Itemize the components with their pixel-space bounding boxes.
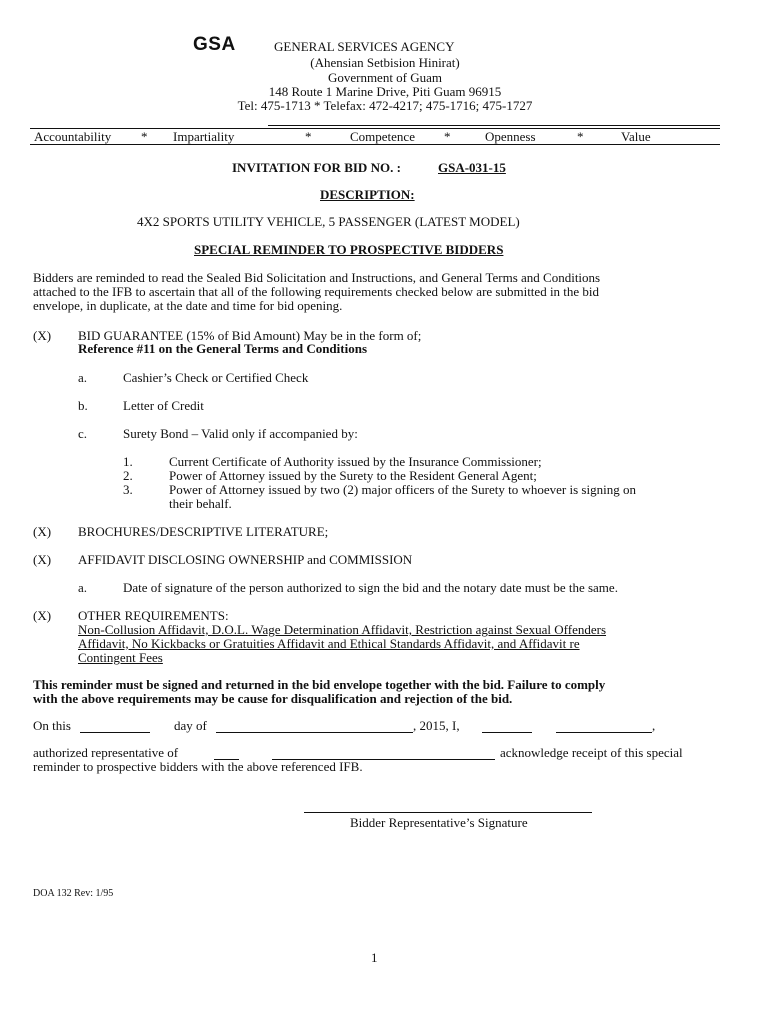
signature-line[interactable] (304, 812, 592, 813)
warning-line: This reminder must be signed and returned in the bid envelope together with the bid. Failure to comply (33, 677, 606, 692)
other-requirements-line: Affidavit, No Kickbacks or Gratuities Affidavit and Ethical Standards Affidavit, and Affidavit re (78, 636, 580, 651)
other-requirements-line: Contingent Fees (78, 650, 163, 665)
surety-item-continuation: their behalf. (169, 496, 232, 511)
signature-label: Bidder Representative’s Signature (350, 815, 528, 830)
option-letter: c. (78, 426, 88, 441)
check-mark: (X) (33, 524, 52, 539)
reminder-heading: SPECIAL REMINDER TO PROSPECTIVE BIDDERS (194, 242, 504, 257)
reminder-line: reminder to prospective bidders with the above referenced IFB. (33, 759, 363, 774)
month-field[interactable] (216, 720, 413, 738)
affidavit-requirement: AFFIDAVIT DISCLOSING OWNERSHIP and COMMISSION (78, 552, 413, 567)
intro-line: envelope, in duplicate, at the date and time for bid opening. (33, 298, 343, 313)
brochures-requirement: BROCHURES/DESCRIPTIVE LITERATURE; (78, 524, 329, 539)
guarantee-title: BID GUARANTEE (15% of Bid Amount) May be in the form of; (78, 328, 422, 343)
invitation-number: GSA-031-15 (438, 160, 506, 175)
intro-line: Bidders are reminded to read the Sealed Bid Solicitation and Instructions, and General Terms and Conditions (33, 270, 601, 285)
invitation-label: INVITATION FOR BID NO. : (232, 160, 401, 175)
on-this-label: On this (33, 718, 71, 733)
description-heading: DESCRIPTION: (320, 187, 415, 202)
comma: , (652, 718, 656, 733)
warning-line: with the above requirements may be cause for disqualification and rejection of the bid. (33, 691, 513, 706)
value-separator: * (305, 129, 312, 144)
affidavit-note-letter: a. (78, 580, 88, 595)
affidavit-note: Date of signature of the person authorized to sign the bid and the notary date must be the same. (123, 580, 618, 595)
value-value: Value (621, 129, 651, 144)
value-impartiality: Impartiality (173, 129, 235, 144)
surety-item-number: 3. (123, 482, 133, 497)
header-rule-top (268, 125, 720, 126)
day-of-label: day of (174, 718, 207, 733)
page-number: 1 (371, 950, 378, 965)
option-cashiers-check: Cashier’s Check or Certified Check (123, 370, 309, 385)
title-field[interactable] (556, 720, 652, 738)
address-line: 148 Route 1 Marine Drive, Piti Guam 96915 (268, 84, 502, 99)
option-letter: b. (78, 398, 88, 413)
surety-item-number: 2. (123, 468, 133, 483)
value-separator: * (141, 129, 148, 144)
name-field[interactable] (482, 720, 532, 738)
day-field[interactable] (80, 720, 150, 738)
other-requirements-line: Non-Collusion Affidavit, D.O.L. Wage Determination Affidavit, Restriction against Sexual Offenders (78, 622, 607, 637)
form-number: DOA 132 Rev: 1/95 (33, 888, 114, 899)
other-requirements-title: OTHER REQUIREMENTS: (78, 608, 229, 623)
surety-item: Power of Attorney issued by the Surety to the Resident General Agent; (169, 468, 537, 483)
surety-item: Current Certificate of Authority issued by the Insurance Commissioner; (169, 454, 542, 469)
contact-line: Tel: 475-1713 * Telefax: 472-4217; 475-1716; 475-1727 (237, 98, 533, 113)
option-letter-of-credit: Letter of Credit (123, 398, 204, 413)
value-openness: Openness (485, 129, 536, 144)
value-separator: * (577, 129, 584, 144)
header-rule-bottom (30, 144, 720, 145)
surety-item-number: 1. (123, 454, 133, 469)
value-accountability: Accountability (34, 129, 112, 144)
item-description: 4X2 SPORTS UTILITY VEHICLE, 5 PASSENGER (LATEST MODEL) (137, 214, 520, 229)
guarantee-reference: Reference #11 on the General Terms and Conditions (78, 341, 368, 356)
check-mark: (X) (33, 328, 52, 343)
option-surety-bond: Surety Bond – Valid only if accompanied by: (123, 426, 358, 441)
authorized-rep-label: authorized representative of (33, 745, 179, 760)
government-line: Government of Guam (327, 70, 443, 85)
gsa-logo: GSA (193, 34, 236, 55)
check-mark: (X) (33, 552, 52, 567)
agency-name: GENERAL SERVICES AGENCY (274, 39, 455, 54)
surety-item: Power of Attorney issued by two (2) major officers of the Surety to whoever is signing on (169, 482, 636, 497)
option-letter: a. (78, 370, 88, 385)
year-label: , 2015, I, (413, 718, 460, 733)
agency-chamorro-name: (Ahensian Setbision Hinirat) (310, 55, 460, 70)
intro-line: attached to the IFB to ascertain that all of the following requirements checked below are submitted in the bid (33, 284, 600, 299)
acknowledge-label: acknowledge receipt of this special (500, 745, 683, 760)
value-separator: * (444, 129, 451, 144)
check-mark: (X) (33, 608, 52, 623)
value-competence: Competence (350, 129, 415, 144)
